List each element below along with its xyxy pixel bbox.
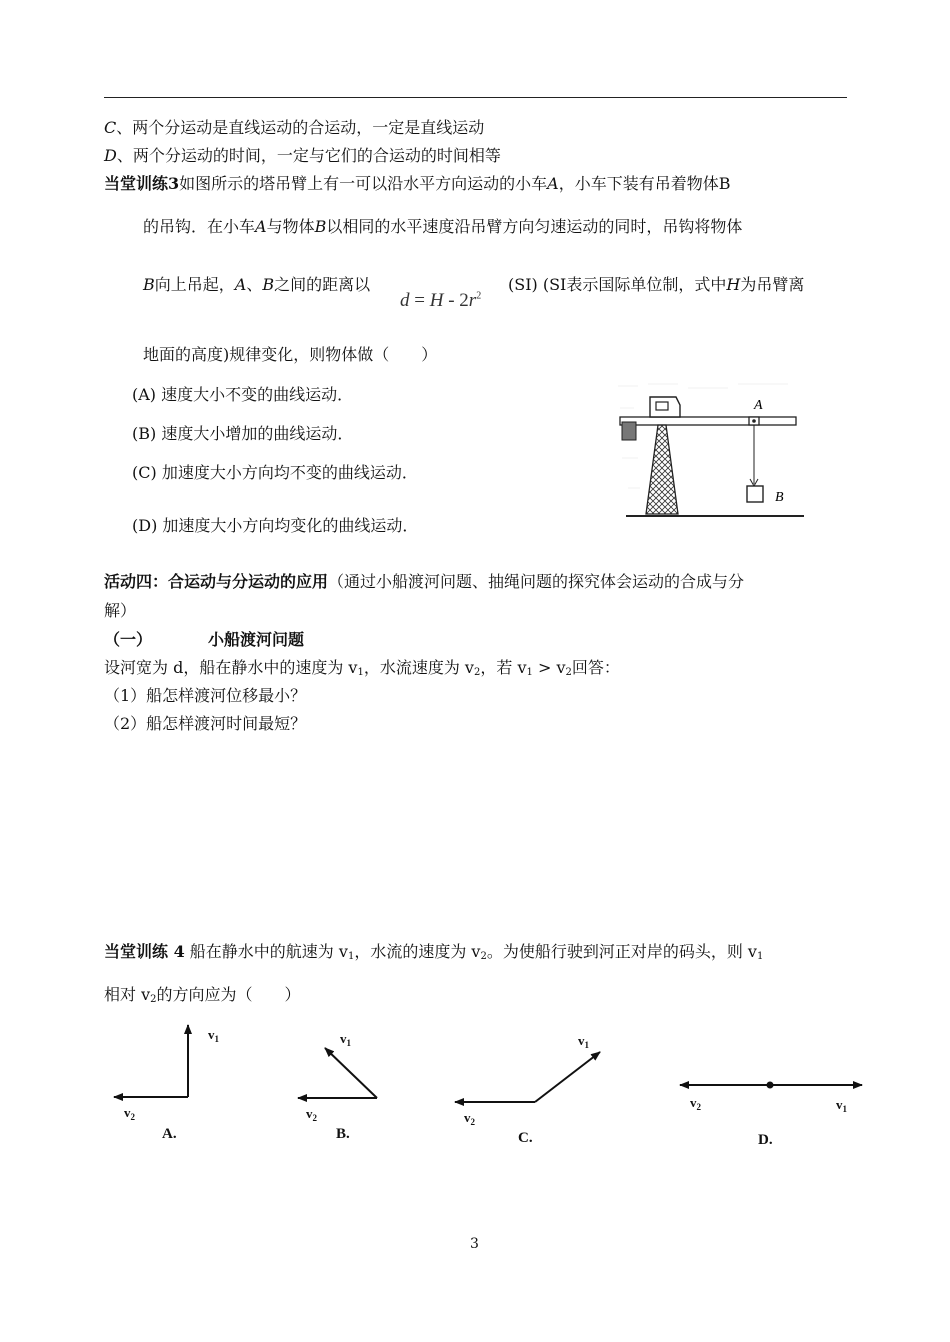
label-a: A xyxy=(754,398,763,413)
crane-jib xyxy=(620,417,796,425)
activity4-line1: 活动四：合运动与分运动的应用（通过小船渡河问题、抽绳问题的探究体会运动的合成与分 xyxy=(104,572,745,591)
q4-label: 当堂训练 4 xyxy=(104,942,185,961)
q4-line1: 当堂训练 4 船在静水中的航速为 $v_1$，水流的速度为 $v_2$。为使船行驶到河正对岸的码头，则 $v_1$ xyxy=(104,942,764,962)
label-b: B xyxy=(775,490,784,505)
q3-option-d: (D) 加速度大小方向均变化的曲线运动． xyxy=(132,516,419,535)
object-b xyxy=(747,486,763,502)
q3-label: 当堂训练3 xyxy=(104,174,180,193)
diagram-b-v2-label: $v_2$ xyxy=(306,1106,317,1123)
diagram-d-origin-dot xyxy=(767,1082,774,1089)
counterweight xyxy=(622,422,636,440)
boat-question-2: （2）船怎样渡河时间最短？ xyxy=(104,714,307,733)
q3-line2: 的吊钩．在小车A与物体B以相同的水平速度沿吊臂方向匀速运动的同时，吊钩将物体 xyxy=(143,217,743,236)
diagram-b-v1-label: $v_1$ xyxy=(340,1031,351,1048)
option-d-line: D、两个分运动的时间，一定与它们的合运动的时间相等 xyxy=(104,146,501,165)
q3-option-a: (A) 速度大小不变的曲线运动． xyxy=(132,385,354,404)
page-number: 3 xyxy=(470,1236,479,1252)
diagram-d-v1-label: $v_1$ xyxy=(836,1097,847,1114)
q3-line4: 地面的高度)规律变化，则物体做（ ） xyxy=(143,345,438,364)
activity4-line2: 解） xyxy=(104,601,137,620)
diagram-a-v1-label: $v_1$ xyxy=(208,1027,219,1044)
diagram-c-letter: C. xyxy=(518,1130,533,1146)
diagram-b-v1-arrow xyxy=(325,1048,377,1098)
q3-option-c: (C) 加速度大小方向均不变的曲线运动． xyxy=(132,463,418,482)
q3-line3b: (SI) (SI表示国际单位制，式中H为吊臂离 xyxy=(508,275,805,294)
tower-crane-figure xyxy=(608,378,808,523)
boat-intro: 设河宽为 d，船在静水中的速度为 $v_1$，水流速度为 $v_2$，若 $v_1 > v_2$回答： xyxy=(104,658,620,678)
section1-title: 小船渡河问题 xyxy=(208,630,305,649)
q3-line3a: B向上吊起，A、B之间的距离以 xyxy=(143,275,371,294)
header-rule xyxy=(104,97,847,98)
vector-diagrams xyxy=(100,1015,870,1155)
q3-line1: 当堂训练3如图所示的塔吊臂上有一可以沿水平方向运动的小车A，小车下装有吊着物体B xyxy=(104,174,731,193)
q3-option-b: (B) 速度大小增加的曲线运动． xyxy=(132,424,354,443)
diagram-d-letter: D. xyxy=(758,1132,773,1148)
option-c-line: C、两个分运动是直线运动的合运动，一定是直线运动 xyxy=(104,118,485,137)
section1-number: （一） xyxy=(104,630,153,649)
diagram-c-v2-label: $v_2$ xyxy=(464,1110,475,1127)
diagram-b-letter: B. xyxy=(336,1126,350,1142)
distance-formula: $d = H - 2r^2$ xyxy=(400,290,482,311)
diagram-d-v2-label: $v_2$ xyxy=(690,1095,701,1112)
boat-question-1: （1）船怎样渡河位移最小？ xyxy=(104,686,307,705)
q4-line2: 相对 $v_2$的方向应为（ ） xyxy=(104,985,301,1005)
activity4-title: 活动四：合运动与分运动的应用 xyxy=(104,572,329,591)
diagram-c-v1-label: $v_1$ xyxy=(578,1033,589,1050)
diagram-c-v1-arrow xyxy=(535,1052,600,1102)
diagram-a-v2-label: $v_2$ xyxy=(124,1105,135,1122)
diagram-a-letter: A. xyxy=(162,1126,177,1142)
